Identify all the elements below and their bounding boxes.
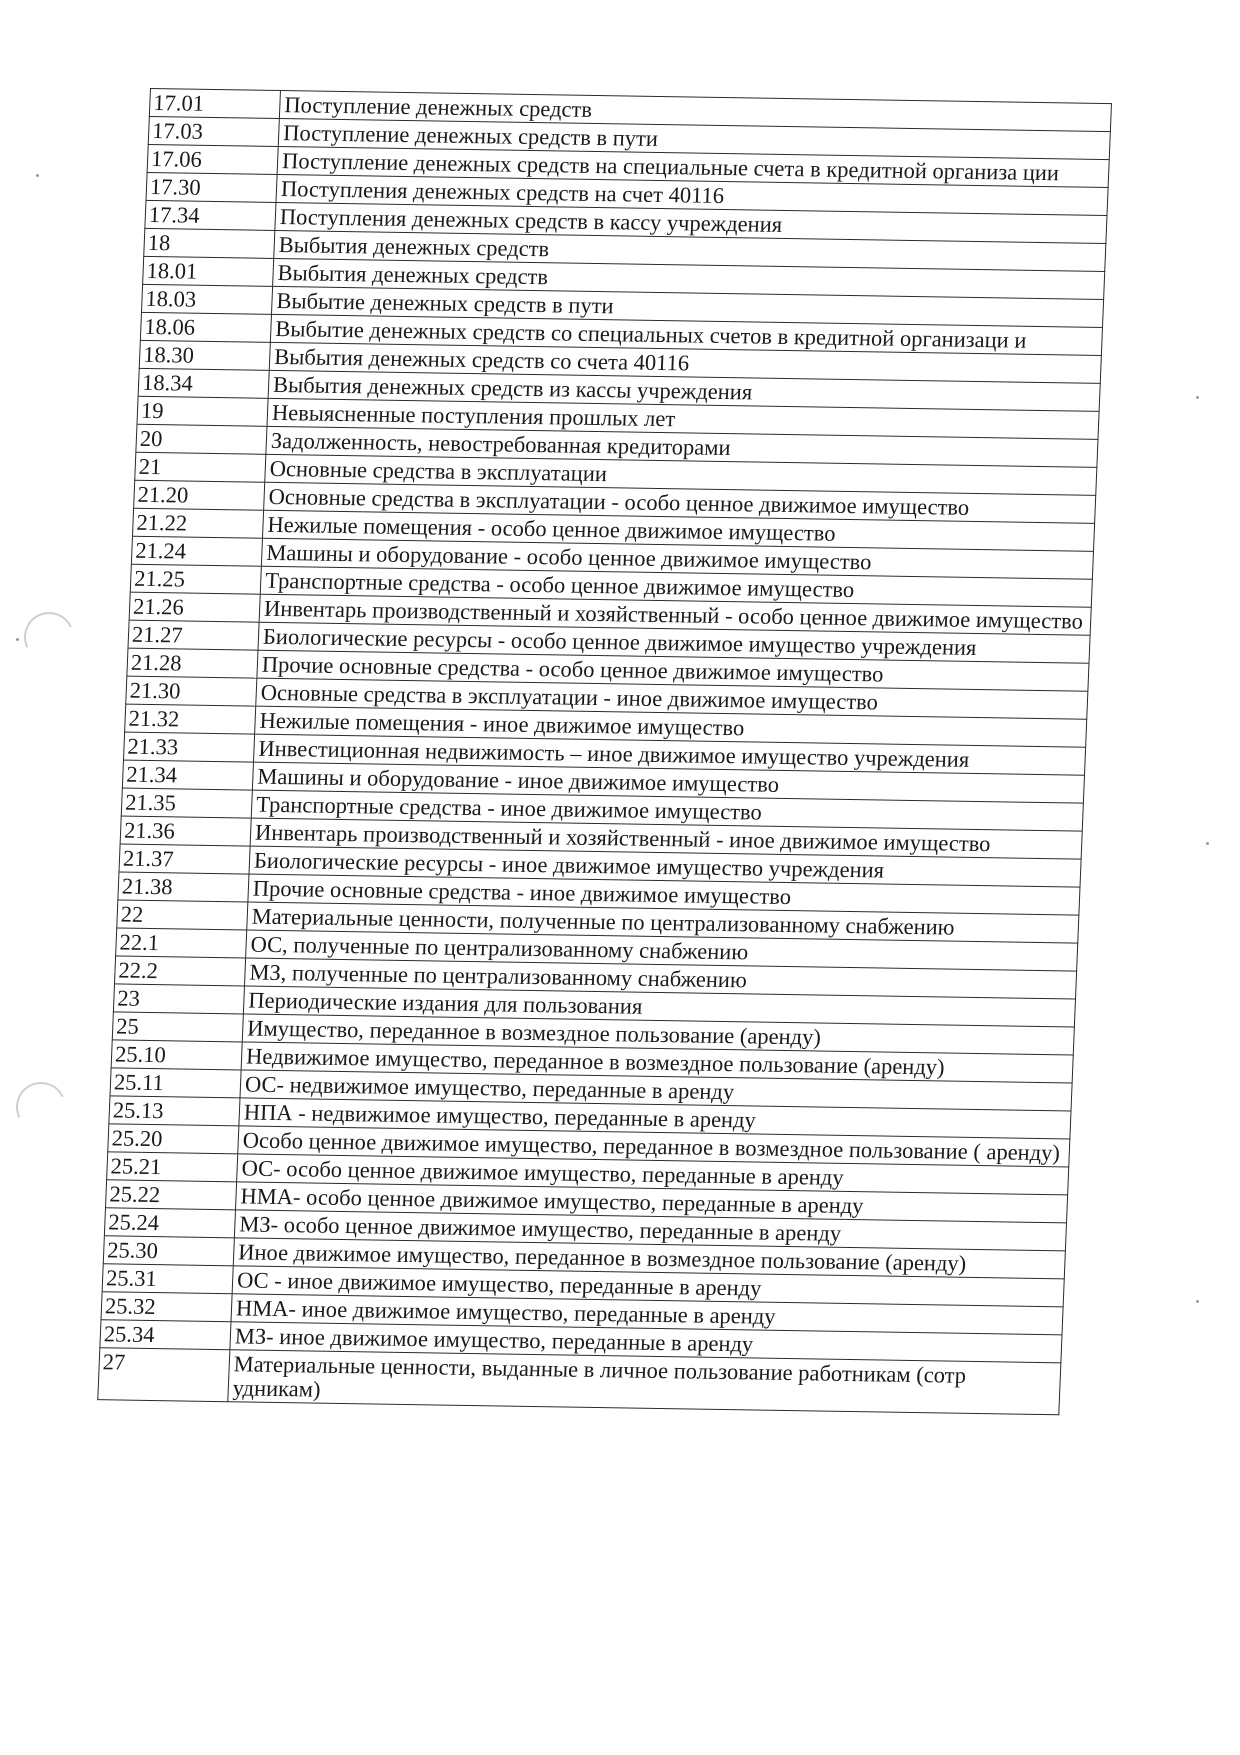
account-name: Биологические ресурсы - особо ценное движимое имущество учреждения (258, 622, 1090, 663)
account-code: 25.13 (109, 1096, 240, 1126)
account-name: Выбытие денежных средств со специальных счетов в кредитной организаци и (270, 314, 1102, 355)
account-name: Задолженность, невостребованная кредиторами (266, 426, 1098, 467)
account-code: 25.32 (101, 1292, 232, 1322)
account-code: 21.35 (121, 788, 252, 818)
account-code: 25.20 (108, 1124, 239, 1154)
account-code: 25.24 (104, 1208, 235, 1238)
punch-hole-mark (9, 1075, 73, 1139)
account-name: НПА - недвижимое имущество, переданные в аренду (239, 1098, 1071, 1139)
account-name: Поступление денежных средств (279, 91, 1111, 132)
account-code: 25.31 (102, 1264, 233, 1294)
account-code: 21.30 (126, 676, 257, 706)
account-code: 25.21 (107, 1152, 238, 1182)
account-code: 17.03 (148, 116, 279, 146)
account-name: Основные средства в эксплуатации - особо ценное движимое имущество (264, 482, 1096, 523)
account-name: Поступление денежных средств на специальные счета в кредитной организа ции (277, 147, 1109, 188)
account-code: 25.34 (100, 1320, 231, 1350)
account-code: 17.30 (146, 172, 277, 202)
account-name: Материальные ценности, выданные в личное пользование работникам (сотр удникам) (228, 1350, 1061, 1415)
account-code: 20 (136, 424, 267, 454)
account-name: Поступление денежных средств в пути (278, 119, 1110, 160)
account-name: ОС- особо ценное движимое имущество, переданные в аренду (237, 1154, 1069, 1195)
account-code: 18.34 (138, 368, 269, 398)
account-code: 21.25 (130, 564, 261, 594)
account-name: ОС, полученные по централизованному снабжению (246, 930, 1078, 971)
account-code: 25.11 (110, 1068, 241, 1098)
scan-speck (16, 638, 19, 641)
account-code: 18.01 (143, 256, 274, 286)
account-code: 21.28 (127, 648, 258, 678)
account-name: Биологические ресурсы - иное движимое имущество учреждения (249, 846, 1081, 887)
account-code: 18.06 (140, 312, 271, 342)
account-name: НМА- иное движимое имущество, переданные в аренду (231, 1294, 1063, 1335)
account-code: 21.37 (119, 844, 250, 874)
account-name: Транспортные средства - особо ценное движимое имущество (260, 566, 1092, 607)
account-code: 25 (112, 1012, 243, 1042)
account-name: Выбытие денежных средств в пути (271, 286, 1103, 327)
scan-speck (1206, 842, 1209, 845)
account-name: Нежилые помещения - иное движимое имущество (255, 706, 1087, 747)
account-name: ОС - иное движимое имущество, переданные в аренду (232, 1266, 1064, 1307)
account-name: Поступления денежных средств на счет 40116 (276, 174, 1108, 215)
account-name: Особо ценное движимое имущество, переданное в возмездное пользование ( аренду) (238, 1126, 1070, 1167)
account-name: Выбытия денежных средств со счета 40116 (269, 342, 1101, 383)
account-name: Инвентарь производственный и хозяйственный - иное движимое имущество (250, 818, 1082, 859)
account-code: 21.32 (125, 704, 256, 734)
account-name: МЗ- иное движимое имущество, переданные в аренду (230, 1322, 1062, 1363)
account-name: Основные средства в эксплуатации (265, 454, 1097, 495)
account-name: НМА- особо ценное движимое имущество, переданные в аренду (235, 1182, 1067, 1223)
account-code: 22 (117, 900, 248, 930)
account-code: 21.36 (120, 816, 251, 846)
account-name: Прочие основные средства - иное движимое имущество (248, 874, 1080, 915)
account-name: МЗ- особо ценное движимое имущество, переданные в аренду (234, 1210, 1066, 1251)
accounts-table-wrapper (97, 88, 1112, 1415)
account-name: ОС- недвижимое имущество, переданные в аренду (240, 1070, 1072, 1111)
scan-speck (36, 174, 39, 177)
account-code: 25.22 (105, 1180, 236, 1210)
account-code: 25.10 (111, 1040, 242, 1070)
account-code: 17.06 (147, 144, 278, 174)
account-code: 21 (135, 452, 266, 482)
account-code: 27 (98, 1348, 230, 1402)
account-code: 21.22 (132, 508, 263, 538)
account-code: 18 (144, 228, 275, 258)
account-code: 21.34 (122, 760, 253, 790)
account-code: 17.34 (145, 200, 276, 230)
account-name: Транспортные средства - иное движимое имущество (251, 790, 1083, 831)
scan-speck (1196, 396, 1199, 399)
account-code: 21.27 (128, 620, 259, 650)
account-name: Машины и оборудование - иное движимое имущество (252, 762, 1084, 803)
account-code: 19 (137, 396, 268, 426)
account-code: 21.20 (134, 480, 265, 510)
account-code: 21.33 (123, 732, 254, 762)
account-name: Основные средства в эксплуатации - иное движимое имущество (256, 678, 1088, 719)
account-name: Материальные ценности, полученные по централизованному снабжению (247, 902, 1079, 943)
account-code: 25.30 (103, 1236, 234, 1266)
account-code: 18.03 (141, 284, 272, 314)
account-code: 17.01 (149, 89, 280, 119)
account-name: Инвестиционная недвижимость – иное движимое имущество учреждения (253, 734, 1085, 775)
account-name: Нежилые помещения - особо ценное движимое имущество (262, 510, 1094, 551)
account-name: Невыясненные поступления прошлых лет (267, 398, 1099, 439)
account-code: 22.1 (116, 928, 247, 958)
account-code: 21.24 (131, 536, 262, 566)
account-code: 22.2 (114, 956, 245, 986)
account-code: 21.38 (118, 872, 249, 902)
account-name: Выбытия денежных средств (274, 230, 1106, 271)
account-name: Поступления денежных средств в кассу учреждения (275, 202, 1107, 243)
account-name: Выбытия денежных средств из кассы учреждения (268, 370, 1100, 411)
account-name: Периодические издания для пользования (243, 986, 1075, 1027)
account-name: Машины и оборудование - особо ценное движимое имущество (261, 538, 1093, 579)
account-name: Выбытия денежных средств (273, 258, 1105, 299)
account-name: Иное движимое имущество, переданное в возмездное пользование (аренду) (233, 1238, 1065, 1279)
accounts-table (97, 88, 1112, 1415)
account-name: Инвентарь производственный и хозяйственный - особо ценное движимое имущество (259, 594, 1091, 635)
account-name: Недвижимое имущество, переданное в возмездное пользование (аренду) (241, 1042, 1073, 1083)
account-code: 23 (113, 984, 244, 1014)
scan-speck (1196, 1300, 1199, 1303)
accounts-table-body (98, 89, 1112, 1415)
punch-hole-mark (17, 605, 81, 669)
account-code: 18.30 (139, 340, 270, 370)
account-name: Прочие основные средства - особо ценное движимое имущество (257, 650, 1089, 691)
account-name: Имущество, переданное в возмездное пользование (аренду) (242, 1014, 1074, 1055)
account-name: МЗ, полученные по централизованному снабжению (244, 958, 1076, 999)
account-code: 21.26 (129, 592, 260, 622)
